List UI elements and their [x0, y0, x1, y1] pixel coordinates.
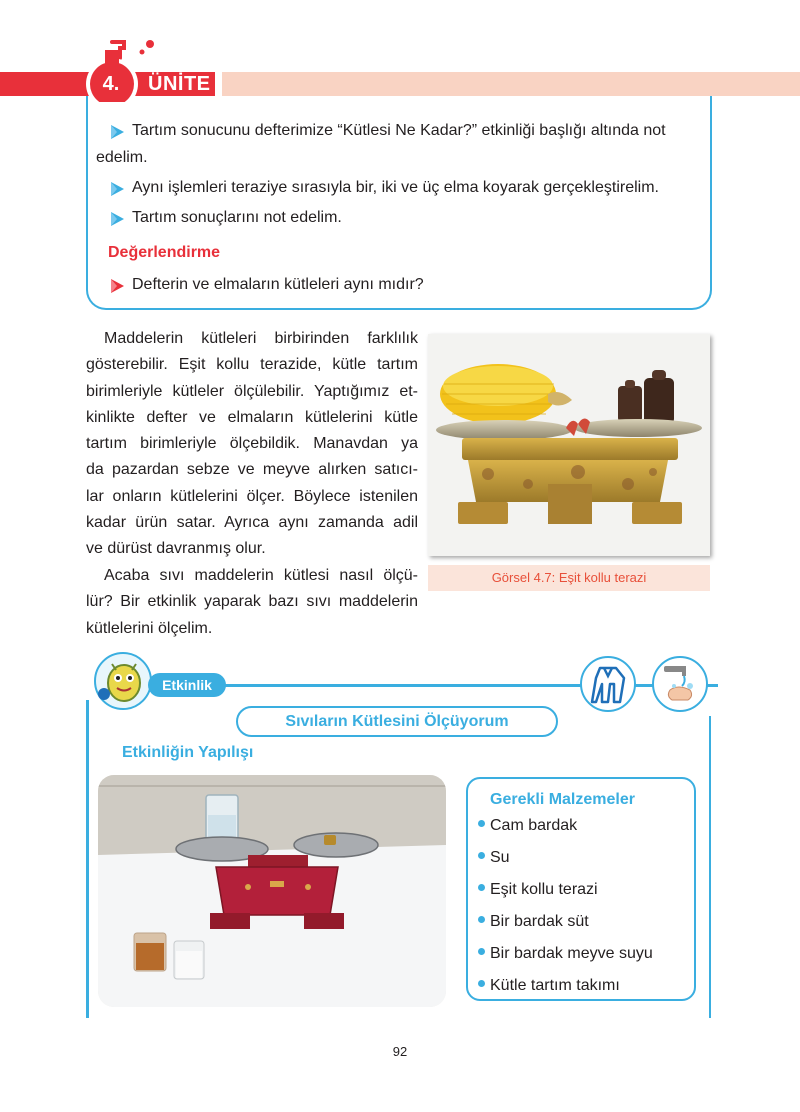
step-text-1: Tartım sonucunu defterimize “Kütlesi Ne Kadar?” etkinliği başlığı altında not — [132, 122, 666, 139]
bullet-dot-icon — [478, 916, 485, 923]
materials-list-item: Bir bardak meyve suyu — [478, 943, 653, 965]
paragraph-line: birimleriyle kütleler ölçülebilir. Yaptığımız et- — [86, 382, 418, 400]
balance-scale-illustration — [428, 334, 710, 556]
bullet-dot-icon — [478, 980, 485, 987]
materials-list-item: Kütle tartım takımı — [478, 975, 620, 997]
body-paragraph-1 — [86, 326, 418, 563]
paragraph-line: kütlelerini ölçelim. — [86, 619, 213, 637]
materials-list-item: Eşit kollu terazi — [478, 879, 598, 901]
procedure-heading: Etkinliğin Yapılışı — [122, 744, 254, 761]
balance-scale-photo — [428, 334, 710, 556]
paragraph-line: kadar ürün satar. Ayrıca aynı zamanda adil — [86, 514, 418, 532]
hand-washing-icon — [652, 656, 708, 712]
paragraph-line: da pazardan sebze ve meyve alırken satıcı- — [86, 461, 418, 479]
paragraph-line: lür? Bir etkinlik yaparak bazı sıvı maddelerin — [86, 593, 418, 611]
materials-list-item: Cam bardak — [478, 815, 577, 837]
figure-caption: Görsel 4.7: Eşit kollu terazi — [428, 565, 710, 591]
play-triangle-icon — [108, 123, 126, 141]
evaluation-heading: Değerlendirme — [108, 244, 221, 261]
bullet-dot-icon — [478, 948, 485, 955]
step-text-2: Aynı işlemleri teraziye sırasıyla bir, iki ve üç elma koyarak gerçekleştirelim. — [132, 179, 659, 196]
evaluation-question: Defterin ve elmaların kütleleri aynı mıdır? — [132, 276, 424, 293]
bullet-dot-icon — [478, 884, 485, 891]
step-text-1-cont: edelim. — [96, 149, 148, 166]
paragraph-line: gösterebilir. Eşit kollu terazide, kütle tartım — [86, 356, 418, 374]
paragraph-line: kinlikte defter ve elmaların kütlelerini kütle — [86, 408, 418, 426]
activity-title: Sıvıların Kütlesini Ölçüyorum — [236, 706, 558, 737]
liquid-mass-photo — [98, 775, 446, 1007]
activity-right-border — [709, 716, 711, 1018]
body-paragraph-2 — [86, 563, 418, 642]
activity-left-border — [86, 700, 89, 1018]
materials-list-item: Su — [478, 847, 510, 869]
play-triangle-icon — [108, 180, 126, 198]
paragraph-line: tartım birimleriyle ölçebildik. Manavdan ya — [86, 435, 418, 453]
bullet-dot-icon — [478, 852, 485, 859]
mascot-icon — [92, 650, 154, 712]
paragraph-line: Acaba sıvı maddelerin kütlesi nasıl ölçü- — [104, 567, 418, 584]
materials-heading: Gerekli Malzemeler — [490, 791, 635, 808]
materials-box — [466, 777, 696, 1001]
play-triangle-icon — [108, 277, 126, 295]
paragraph-line: lar onların kütlelerini ölçer. Böylece istenilen — [86, 487, 418, 505]
activity-tab: Etkinlik — [148, 673, 226, 697]
paragraph-line: Maddelerin kütleleri birbirinden farklılık — [104, 330, 418, 347]
page-number: 92 — [392, 1044, 408, 1059]
unit-number: 4. — [102, 73, 120, 95]
materials-list-item: Bir bardak süt — [478, 911, 589, 933]
paragraph-line: ve dürüst davranmış olur. — [86, 540, 266, 558]
play-triangle-icon — [108, 210, 126, 228]
unit-label: ÜNİTE — [148, 73, 211, 95]
bullet-dot-icon — [478, 820, 485, 827]
step-text-3: Tartım sonuçlarını not edelim. — [132, 209, 342, 226]
red-balance-illustration — [98, 775, 446, 1007]
unit-header-pink-bar — [222, 72, 800, 96]
lab-coat-icon — [580, 656, 636, 712]
